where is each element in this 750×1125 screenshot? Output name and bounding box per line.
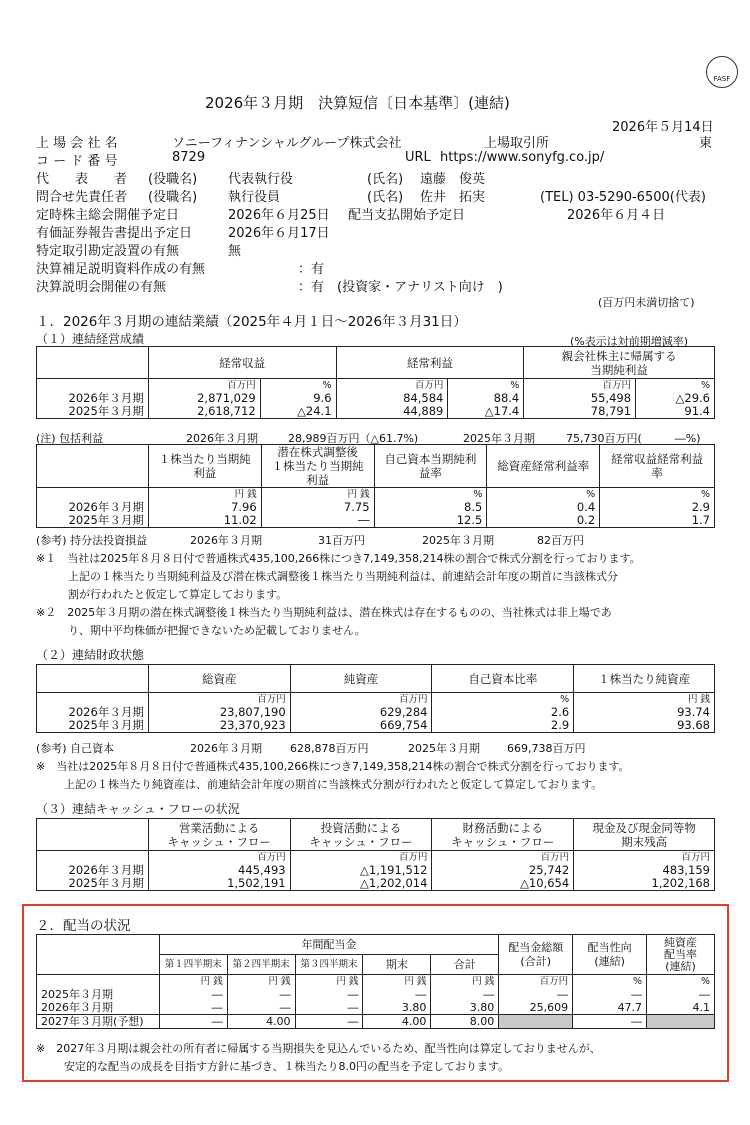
company-name: ソニーフィナンシャルグループ株式会社 bbox=[172, 136, 402, 151]
th-financing-cf: 財務活動による キャッシュ・フロー bbox=[432, 819, 574, 851]
gray-cell bbox=[647, 1015, 715, 1029]
note-line: ※ 2027年３月期は親会社の所有者に帰属する当期損失を見込んでいるため、配当性向は算定しておりませんが、 bbox=[36, 1042, 601, 1055]
rep-name: 遠藤 俊英 bbox=[420, 172, 486, 187]
cell: ― bbox=[227, 988, 295, 1001]
own-capital-v1: 628,878百万円 bbox=[290, 742, 369, 755]
cell: ― bbox=[573, 1015, 647, 1029]
equity-method-v2: 82百万円 bbox=[537, 534, 584, 547]
cell: 9.6 bbox=[260, 392, 336, 405]
unit-cell: 百万円 bbox=[432, 851, 574, 865]
comp-income-label: (注) 包括利益 bbox=[36, 432, 104, 445]
gray-cell bbox=[499, 1015, 573, 1029]
th-ordinary-revenue: 経常収益 bbox=[148, 347, 336, 379]
url-label: URL bbox=[405, 150, 431, 165]
cell: 669,754 bbox=[290, 719, 432, 733]
cell: 44,889 bbox=[336, 405, 448, 419]
logo-text: FASF bbox=[713, 75, 731, 83]
th-year-end: 期末 bbox=[363, 955, 431, 975]
th-total-assets: 総資産 bbox=[148, 665, 290, 693]
cell: 93.74 bbox=[574, 706, 715, 719]
row-label: 2026年３月期 bbox=[37, 1001, 160, 1015]
cell: 1,202,168 bbox=[574, 877, 715, 891]
th-q1: 第１四半期末 bbox=[159, 955, 227, 975]
cell: △29.6 bbox=[636, 392, 715, 405]
unit-note: (百万円未満切捨て) bbox=[598, 296, 695, 309]
cell: ― bbox=[499, 988, 573, 1001]
th-net-income: 親会社株主に帰属する 当期純利益 bbox=[524, 347, 715, 379]
cell: ― bbox=[647, 988, 715, 1001]
cell: 84,584 bbox=[336, 392, 448, 405]
th-equity-ratio: 自己資本比率 bbox=[432, 665, 574, 693]
equity-method-y1: 2026年３月期 bbox=[190, 534, 262, 547]
sub1-note: (%表示は対前期増減率) bbox=[570, 335, 689, 348]
row-label: 2025年３月期 bbox=[37, 405, 149, 419]
note-line: ※１ 当社は2025年８月８日付で普通株式435,100,266株につき7,149,358,214株の割合で株式分割を行っております。 bbox=[36, 552, 641, 565]
row-label: 2025年３月期 bbox=[37, 514, 149, 528]
company-url[interactable]: https://www.sonyfg.co.jp/ bbox=[440, 150, 605, 165]
cell: 91.4 bbox=[636, 405, 715, 419]
row-label: 2026年３月期 bbox=[37, 864, 149, 877]
cashflow-table bbox=[36, 818, 715, 891]
note-line: 安定的な配当の成長を目指す方針に基づき、１株当たり8.0円の配当を予定しております。 bbox=[64, 1060, 510, 1073]
fasf-logo bbox=[706, 56, 738, 88]
cell: 55,498 bbox=[524, 392, 636, 405]
exchange-label: 上場取引所 bbox=[484, 136, 550, 151]
financial-position-table bbox=[36, 664, 715, 733]
th-net-assets: 純資産 bbox=[290, 665, 432, 693]
unit-cell: % bbox=[487, 488, 600, 502]
unit-cell: 百万円 bbox=[499, 975, 573, 989]
unit-cell: 百万円 bbox=[524, 379, 636, 393]
cell: △24.1 bbox=[260, 405, 336, 419]
cell: ― bbox=[159, 988, 227, 1001]
cell: ― bbox=[159, 1015, 227, 1029]
unit-cell: 円 銭 bbox=[148, 488, 261, 502]
cell: 2.9 bbox=[600, 501, 715, 514]
cell: △1,202,014 bbox=[290, 877, 432, 891]
code: 8729 bbox=[172, 150, 206, 165]
supp-value: ：有 bbox=[298, 262, 325, 277]
section2-title: ２．配当の状況 bbox=[36, 918, 131, 934]
cell: 0.4 bbox=[487, 501, 600, 514]
specific-label: 特定取引勘定設置の有無 bbox=[36, 244, 180, 259]
sub3-title: （３）連結キャッシュ・フローの状況 bbox=[36, 802, 240, 816]
th-q3: 第３四半期末 bbox=[295, 955, 363, 975]
contact-role-label: (役職名) bbox=[148, 190, 198, 205]
report-date-value: 2026年６月17日 bbox=[228, 226, 330, 241]
section1-title: １．2026年３月期の連結業績（2025年４月１日～2026年３月31日） bbox=[36, 314, 467, 330]
contact-name-label: (氏名) bbox=[367, 190, 404, 205]
unit-cell: 円 銭 bbox=[227, 975, 295, 989]
th-margin: 経常収益経常利益 率 bbox=[600, 445, 715, 488]
cell: 25,609 bbox=[499, 1001, 573, 1015]
cell: 23,370,923 bbox=[148, 719, 290, 733]
cell: ― bbox=[431, 988, 499, 1001]
rep-role-label: (役職名) bbox=[148, 172, 198, 187]
report-label: 有価証券報告書提出予定日 bbox=[36, 226, 193, 241]
cell: 2.9 bbox=[432, 719, 574, 733]
unit-cell: 円 銭 bbox=[431, 975, 499, 989]
cell: 0.2 bbox=[487, 514, 600, 528]
unit-cell: % bbox=[600, 488, 715, 502]
th-investing-cf: 投資活動による キャッシュ・フロー bbox=[290, 819, 432, 851]
table-row bbox=[37, 719, 715, 733]
equity-method-y2: 2025年３月期 bbox=[422, 534, 494, 547]
th-bps: １株当たり純資産 bbox=[574, 665, 715, 693]
th-annual-dividend: 年間配当金 bbox=[159, 935, 498, 955]
own-capital-y1: 2026年３月期 bbox=[190, 742, 262, 755]
th-q2: 第２四半期末 bbox=[227, 955, 295, 975]
note-line: 上記の１株当たり当期純利益及び潜在株式調整後１株当たり当期純利益は、前連結会計年度の期首に当該株式分 bbox=[68, 570, 618, 583]
cell: 47.7 bbox=[573, 1001, 647, 1015]
note-line: ※２ 2025年３月期の潜在株式調整後１株当たり当期純利益は、潜在株式は存在するものの、当社株式は非上場であ bbox=[36, 606, 612, 619]
equity-method-v1: 31百万円 bbox=[318, 534, 365, 547]
cell: 445,493 bbox=[148, 864, 290, 877]
th-payout-ratio: 配当性向 (連結) bbox=[573, 935, 647, 975]
report-date: 2026年５月14日 bbox=[612, 120, 714, 135]
th-roe: 自己資本当期純利 益率 bbox=[374, 445, 487, 488]
cell: ― bbox=[573, 988, 647, 1001]
row-label: 2027年３月期(予想) bbox=[37, 1015, 160, 1029]
comp-income-v1: 28,989百万円（△61.7%) bbox=[288, 432, 419, 445]
own-capital-y2: 2025年３月期 bbox=[408, 742, 480, 755]
unit-cell: % bbox=[573, 975, 647, 989]
note-line: 上記の１株当たり純資産は、前連結会計年度の期首に当該株式分割が行われたと仮定して算定しております。 bbox=[64, 778, 603, 791]
row-label: 2026年３月期 bbox=[37, 392, 149, 405]
agm-label: 定時株主総会開催予定日 bbox=[36, 208, 180, 223]
unit-cell: 円 銭 bbox=[363, 975, 431, 989]
cell: 3.80 bbox=[431, 1001, 499, 1015]
cell: 2,871,029 bbox=[148, 392, 260, 405]
cell: ― bbox=[159, 1001, 227, 1015]
ratio-table bbox=[36, 444, 715, 528]
th-doe: 純資産 配当率 (連結) bbox=[647, 935, 715, 975]
unit-cell: 円 銭 bbox=[159, 975, 227, 989]
cell: 4.00 bbox=[227, 1015, 295, 1029]
th-operating-cf: 営業活動による キャッシュ・フロー bbox=[148, 819, 290, 851]
unit-cell: % bbox=[260, 379, 336, 393]
own-capital-label: (参考) 自己資本 bbox=[36, 742, 115, 755]
unit-cell: 百万円 bbox=[336, 379, 448, 393]
equity-method-label: (参考) 持分法投資損益 bbox=[36, 534, 148, 547]
cell: ― bbox=[363, 988, 431, 1001]
cell: △1,191,512 bbox=[290, 864, 432, 877]
cell: 7.96 bbox=[148, 501, 261, 514]
th-eps: １株当たり当期純 利益 bbox=[148, 445, 261, 488]
cell: 1.7 bbox=[600, 514, 715, 528]
cell: △10,654 bbox=[432, 877, 574, 891]
unit-cell: 百万円 bbox=[290, 693, 432, 707]
specific-value: 無 bbox=[228, 244, 242, 259]
note-line: 割が行われたと仮定して算定しております。 bbox=[68, 588, 288, 601]
th-total: 合計 bbox=[431, 955, 499, 975]
contact-label: 問合せ先責任者 bbox=[36, 190, 128, 205]
unit-cell: 百万円 bbox=[290, 851, 432, 865]
unit-cell: 円 銭 bbox=[295, 975, 363, 989]
cell: 88.4 bbox=[448, 392, 524, 405]
th-ordinary-profit: 経常利益 bbox=[336, 347, 524, 379]
cell: 3.80 bbox=[363, 1001, 431, 1015]
cell: ― bbox=[295, 1001, 363, 1015]
contact-role: 執行役員 bbox=[228, 190, 281, 205]
tel: (TEL) 03-5290-6500(代表) bbox=[540, 190, 706, 205]
table-row bbox=[37, 405, 715, 419]
cell: 7.75 bbox=[261, 501, 374, 514]
div-start-date: 2026年６月４日 bbox=[567, 208, 666, 223]
cell: 11.02 bbox=[148, 514, 261, 528]
performance-table bbox=[36, 346, 715, 419]
table-row bbox=[37, 988, 715, 1001]
comp-income-v2: 75,730百万円( ―%) bbox=[566, 432, 701, 445]
cell: 2,618,712 bbox=[148, 405, 260, 419]
table-row bbox=[37, 877, 715, 891]
company-name-label: 上 場 会 社 名 bbox=[36, 136, 118, 151]
own-capital-v2: 669,738百万円 bbox=[507, 742, 586, 755]
code-label: コ ー ド 番 号 bbox=[36, 154, 118, 169]
cell: 8.5 bbox=[374, 501, 487, 514]
note-line: り、期中平均株価が把握できないため記載しておりません。 bbox=[68, 624, 366, 637]
brief-value: ：有 (投資家・アナリスト向け ) bbox=[298, 280, 503, 295]
sub1-title: （１）連結経営成績 bbox=[36, 332, 145, 346]
rep-name-label: (氏名) bbox=[367, 172, 404, 187]
unit-cell: % bbox=[448, 379, 524, 393]
cell: △17.4 bbox=[448, 405, 524, 419]
table-row bbox=[37, 1015, 715, 1029]
row-label: 2026年３月期 bbox=[37, 706, 149, 719]
row-label: 2025年３月期 bbox=[37, 988, 160, 1001]
cell: ― bbox=[295, 988, 363, 1001]
table-row bbox=[37, 1001, 715, 1015]
th-cash-ending: 現金及び現金同等物 期末残高 bbox=[574, 819, 715, 851]
rep-label: 代 表 者 bbox=[36, 172, 128, 187]
cell: 78,791 bbox=[524, 405, 636, 419]
unit-cell: 百万円 bbox=[148, 693, 290, 707]
unit-cell: % bbox=[636, 379, 715, 393]
brief-label: 決算説明会開催の有無 bbox=[36, 280, 167, 295]
unit-cell: % bbox=[374, 488, 487, 502]
cell: ― bbox=[227, 1001, 295, 1015]
note-line: ※ 当社は2025年８月８日付で普通株式435,100,266株につき7,149,358,214株の割合で株式分割を行っております。 bbox=[36, 760, 630, 773]
row-label: 2025年３月期 bbox=[37, 877, 149, 891]
div-start-label: 配当支払開始予定日 bbox=[348, 208, 466, 223]
unit-cell: % bbox=[432, 693, 574, 707]
th-total-dividend: 配当金総額 (合計) bbox=[499, 935, 573, 975]
cell: 1,502,191 bbox=[148, 877, 290, 891]
cell: ― bbox=[295, 1015, 363, 1029]
unit-cell: % bbox=[647, 975, 715, 989]
sub2-title: （２）連結財政状態 bbox=[36, 648, 145, 662]
row-label: 2026年３月期 bbox=[37, 501, 149, 514]
contact-name: 佐井 拓実 bbox=[420, 190, 486, 205]
cell: 93.68 bbox=[574, 719, 715, 733]
cell: 8.00 bbox=[431, 1015, 499, 1029]
comp-income-y1: 2026年３月期 bbox=[186, 432, 258, 445]
unit-cell: 百万円 bbox=[148, 851, 290, 865]
cell: 25,742 bbox=[432, 864, 574, 877]
cell: 12.5 bbox=[374, 514, 487, 528]
agm-date: 2026年６月25日 bbox=[228, 208, 330, 223]
comp-income-y2: 2025年３月期 bbox=[463, 432, 535, 445]
th-roa: 総資産経常利益率 bbox=[487, 445, 600, 488]
cell: ― bbox=[261, 514, 374, 528]
cell: 4.00 bbox=[363, 1015, 431, 1029]
cell: 629,284 bbox=[290, 706, 432, 719]
cell: 2.6 bbox=[432, 706, 574, 719]
unit-cell: 円 銭 bbox=[574, 693, 715, 707]
exchange: 東 bbox=[699, 136, 713, 151]
cell: 23,807,190 bbox=[148, 706, 290, 719]
cell: 483,159 bbox=[574, 864, 715, 877]
unit-cell: 円 銭 bbox=[261, 488, 374, 502]
th-diluted-eps: 潜在株式調整後 １株当たり当期純 利益 bbox=[261, 445, 374, 488]
unit-cell: 百万円 bbox=[148, 379, 260, 393]
page-title: 2026年３月期 決算短信〔日本基準〕(連結) bbox=[205, 94, 510, 112]
unit-cell: 百万円 bbox=[574, 851, 715, 865]
table-row bbox=[37, 514, 715, 528]
row-label: 2025年３月期 bbox=[37, 719, 149, 733]
cell: 4.1 bbox=[647, 1001, 715, 1015]
supp-label: 決算補足説明資料作成の有無 bbox=[36, 262, 206, 277]
dividend-table bbox=[36, 934, 715, 1029]
rep-role: 代表執行役 bbox=[228, 172, 294, 187]
